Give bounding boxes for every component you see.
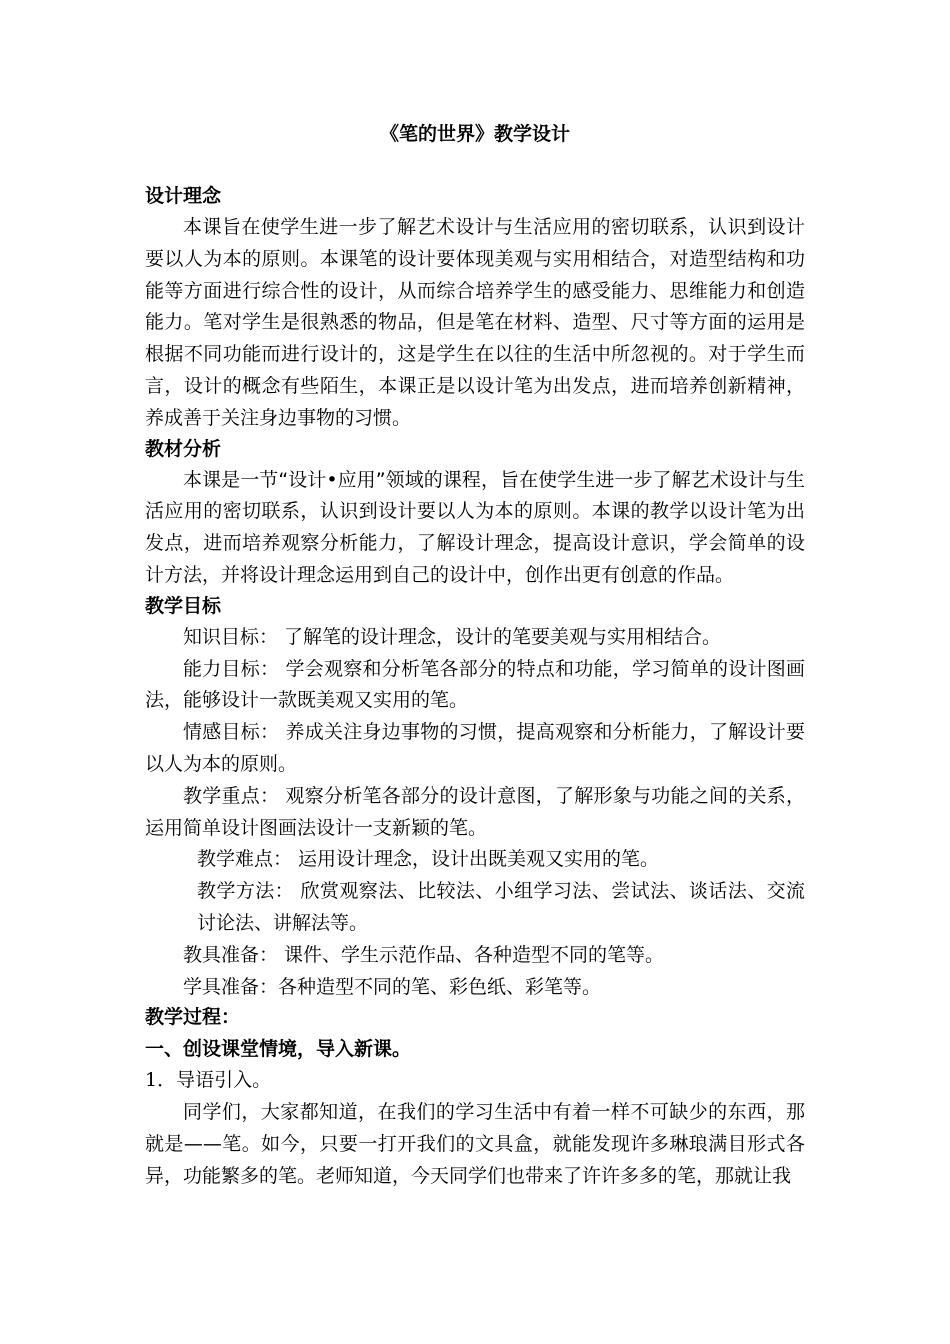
student-preparation: 学具准备：各种造型不同的笔、彩色纸、彩笔等。 — [183, 975, 602, 998]
goal-knowledge: 知识目标： 了解笔的设计理念，设计的笔要美观与实用相结合。 — [183, 625, 722, 648]
goal-emotion: 情感目标： 养成关注身边事物的习惯，提高观察和分析能力，了解设计要以人为本的原则。 — [145, 721, 805, 775]
substep-one-text: 导语引入。 — [176, 1069, 272, 1092]
paragraph-intro: 同学们，大家都知道，在我们的学习生活中有着一样不可缺少的东西，那就是——笔。如今，只要一打开我们的文具盒，就能发现许多琳琅满目形式各异，功能繁多的笔。老师知道，今天同学们也带来了许许多多的笔，那就让我 — [145, 1101, 805, 1187]
teaching-methods: 教学方法： 欣赏观察法、比较法、小组学习法、尝试法、谈话法、交流讨论法、讲解法等。 — [197, 880, 805, 934]
teaching-key-point: 教学重点： 观察分析笔各部分的设计意图，了解形象与功能之间的关系，运用简单设计图画法设计一支新颖的笔。 — [145, 784, 805, 839]
heading-teaching-process: 教学过程： — [145, 1006, 241, 1029]
document-body — [145, 182, 805, 1193]
substep-one — [145, 1065, 805, 1097]
heading-design-concept: 设计理念 — [145, 185, 222, 207]
heading-material-analysis: 教材分析 — [145, 437, 222, 460]
heading-teaching-goals: 教学目标 — [145, 594, 222, 617]
teaching-difficulty: 教学难点： 运用设计理念，设计出既美观又实用的笔。 — [197, 848, 660, 871]
heading-step-one: 一、创设课堂情境，导入新课。 — [145, 1038, 412, 1061]
paragraph-material-analysis: 本课是一节“设计•应用”领域的课程，旨在使学生进一步了解艺术设计与生活应用的密切联系，认识到设计要以人为本的原则。本课的教学以设计笔为出发点，进而培养观察分析能力，了解设计理念，提高设计意识，学会简单的设计方法，并将设计理念运用到自己的设计中，创作出更有创意的作品。 — [145, 468, 805, 586]
paragraph-design-concept: 本课旨在使学生进一步了解艺术设计与生活应用的密切联系，认识到设计要以人为本的原则。本课笔的设计要体现美观与实用相结合，对造型结构和功能等方面进行综合性的设计，从而综合培养学生的感受能力、思维能力和创造能力。笔对学生是很熟悉的物品，但是笔在材料、造型、尺寸等方面的运用是根据不同功能而进行设计的，这是学生在以往的生活中所忽视的。对于学生而言，设计的概念有些陌生，本课正是以设计笔为出发点，进而培养创新精神，养成善于关注身边事物的习惯。 — [145, 216, 805, 429]
document-title: 《笔的世界》教学设计 — [379, 123, 570, 145]
teacher-preparation: 教具准备： 课件、学生示范作品、各种造型不同的笔等。 — [183, 943, 665, 966]
goal-ability: 能力目标： 学会观察和分析笔各部分的特点和功能，学习简单的设计图画法，能够设计一款既美观又实用的笔。 — [145, 657, 805, 712]
substep-one-number: 1． — [145, 1069, 177, 1092]
